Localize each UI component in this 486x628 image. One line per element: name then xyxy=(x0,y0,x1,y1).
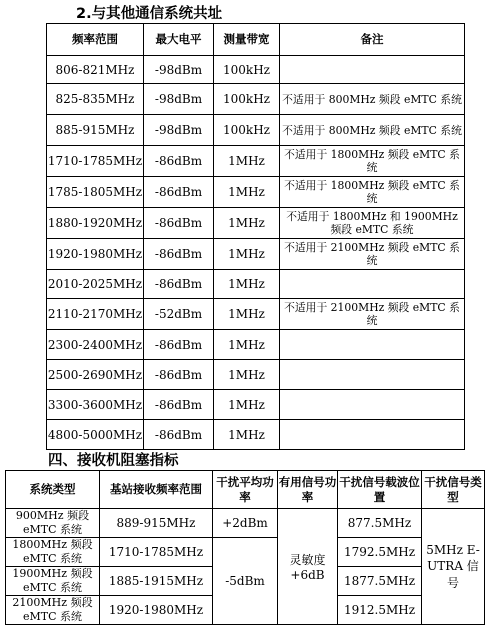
table-row xyxy=(6,509,485,538)
table-header-row xyxy=(47,24,465,56)
header-useful-power: 有用信号功率 xyxy=(278,471,338,509)
header-note: 备注 xyxy=(280,24,465,56)
note-cell: 不适用于 1800MHz 和 1900MHz 频段 eMTC 系统 xyxy=(280,208,465,239)
carrier-position-cell: 1877.5MHz xyxy=(338,567,422,596)
bw-cell: 1MHz xyxy=(214,146,280,177)
header-carrier-position: 干扰信号载波位置 xyxy=(338,471,422,509)
table-row xyxy=(47,270,465,299)
freq-cell: 1710-1785MHz xyxy=(47,146,144,177)
freq-cell: 4800-5000MHz xyxy=(47,420,144,450)
section-2-title: 2.与其他通信系统共址 xyxy=(76,6,223,22)
note-cell xyxy=(280,56,465,84)
freq-cell: 1920-1980MHz xyxy=(47,239,144,270)
level-cell: -52dBm xyxy=(144,299,214,330)
header-system-type: 系统类型 xyxy=(6,471,100,509)
useful-power-cell: 灵敏度+6dB xyxy=(278,509,338,625)
freq-cell: 1785-1805MHz xyxy=(47,177,144,208)
bw-cell: 100kHz xyxy=(214,56,280,84)
bw-cell: 100kHz xyxy=(214,115,280,146)
system-cell: 900MHz 频段 eMTC 系统 xyxy=(6,509,100,538)
table-row xyxy=(47,420,465,450)
note-cell: 不适用于 1800MHz 频段 eMTC 系统 xyxy=(280,146,465,177)
level-cell: -98dBm xyxy=(144,56,214,84)
header-measure-bw: 测量带宽 xyxy=(214,24,280,56)
freq-cell: 885-915MHz xyxy=(47,115,144,146)
level-cell: -98dBm xyxy=(144,84,214,115)
header-rx-band: 基站接收频率范围 xyxy=(100,471,213,509)
freq-cell: 806-821MHz xyxy=(47,56,144,84)
interferer-power-cell: -5dBm xyxy=(213,538,278,625)
table-row xyxy=(47,330,465,360)
freq-cell: 2110-2170MHz xyxy=(47,299,144,330)
note-cell xyxy=(280,420,465,450)
blocking-table xyxy=(5,470,485,625)
bw-cell: 1MHz xyxy=(214,177,280,208)
note-cell: 不适用于 800MHz 频段 eMTC 系统 xyxy=(280,115,465,146)
table-row xyxy=(47,390,465,420)
bw-cell: 1MHz xyxy=(214,330,280,360)
level-cell: -86dBm xyxy=(144,390,214,420)
level-cell: -86dBm xyxy=(144,270,214,299)
table-row xyxy=(47,146,465,177)
note-cell xyxy=(280,360,465,390)
level-cell: -86dBm xyxy=(144,420,214,450)
note-cell: 不适用于 1800MHz 频段 eMTC 系统 xyxy=(280,177,465,208)
rx-band-cell: 1920-1980MHz xyxy=(100,596,213,625)
table-row xyxy=(6,538,485,567)
level-cell: -86dBm xyxy=(144,146,214,177)
note-cell xyxy=(280,330,465,360)
note-cell xyxy=(280,390,465,420)
bw-cell: 1MHz xyxy=(214,239,280,270)
level-cell: -98dBm xyxy=(144,115,214,146)
rx-band-cell: 1710-1785MHz xyxy=(100,538,213,567)
freq-cell: 2010-2025MHz xyxy=(47,270,144,299)
section-4-title: 四、接收机阻塞指标 xyxy=(48,453,179,469)
level-cell: -86dBm xyxy=(144,360,214,390)
bw-cell: 1MHz xyxy=(214,270,280,299)
table-row xyxy=(47,56,465,84)
note-cell: 不适用于 2100MHz 频段 eMTC 系统 xyxy=(280,299,465,330)
freq-cell: 2500-2690MHz xyxy=(47,360,144,390)
freq-cell: 2300-2400MHz xyxy=(47,330,144,360)
level-cell: -86dBm xyxy=(144,239,214,270)
freq-cell: 1880-1920MHz xyxy=(47,208,144,239)
rx-band-cell: 1885-1915MHz xyxy=(100,567,213,596)
table-row xyxy=(47,177,465,208)
table-row xyxy=(47,84,465,115)
table-header-row xyxy=(6,471,485,509)
carrier-position-cell: 877.5MHz xyxy=(338,509,422,538)
table-row xyxy=(47,360,465,390)
bw-cell: 1MHz xyxy=(214,390,280,420)
note-cell: 不适用于 800MHz 频段 eMTC 系统 xyxy=(280,84,465,115)
level-cell: -86dBm xyxy=(144,208,214,239)
note-cell xyxy=(280,270,465,299)
level-cell: -86dBm xyxy=(144,330,214,360)
level-cell: -86dBm xyxy=(144,177,214,208)
rx-band-cell: 889-915MHz xyxy=(100,509,213,538)
carrier-position-cell: 1912.5MHz xyxy=(338,596,422,625)
system-cell: 1800MHz 频段 eMTC 系统 xyxy=(6,538,100,567)
system-cell: 2100MHz 频段 eMTC 系统 xyxy=(6,596,100,625)
table-row xyxy=(47,115,465,146)
table-row xyxy=(47,299,465,330)
interferer-type-cell: 5MHz E-UTRA 信号 xyxy=(422,509,485,625)
header-interferer-power: 干扰平均功率 xyxy=(213,471,278,509)
bw-cell: 1MHz xyxy=(214,420,280,450)
carrier-position-cell: 1792.5MHz xyxy=(338,538,422,567)
bw-cell: 1MHz xyxy=(214,208,280,239)
header-max-level: 最大电平 xyxy=(144,24,214,56)
note-cell: 不适用于 2100MHz 频段 eMTC 系统 xyxy=(280,239,465,270)
table-row xyxy=(47,208,465,239)
system-cell: 1900MHz 频段 eMTC 系统 xyxy=(6,567,100,596)
bw-cell: 1MHz xyxy=(214,299,280,330)
freq-cell: 825-835MHz xyxy=(47,84,144,115)
freq-cell: 3300-3600MHz xyxy=(47,390,144,420)
interferer-power-cell: +2dBm xyxy=(213,509,278,538)
coexistence-table xyxy=(46,23,465,450)
bw-cell: 100kHz xyxy=(214,84,280,115)
header-freq-range: 频率范围 xyxy=(47,24,144,56)
table-row xyxy=(47,239,465,270)
header-interferer-type: 干扰信号类型 xyxy=(422,471,485,509)
bw-cell: 1MHz xyxy=(214,360,280,390)
